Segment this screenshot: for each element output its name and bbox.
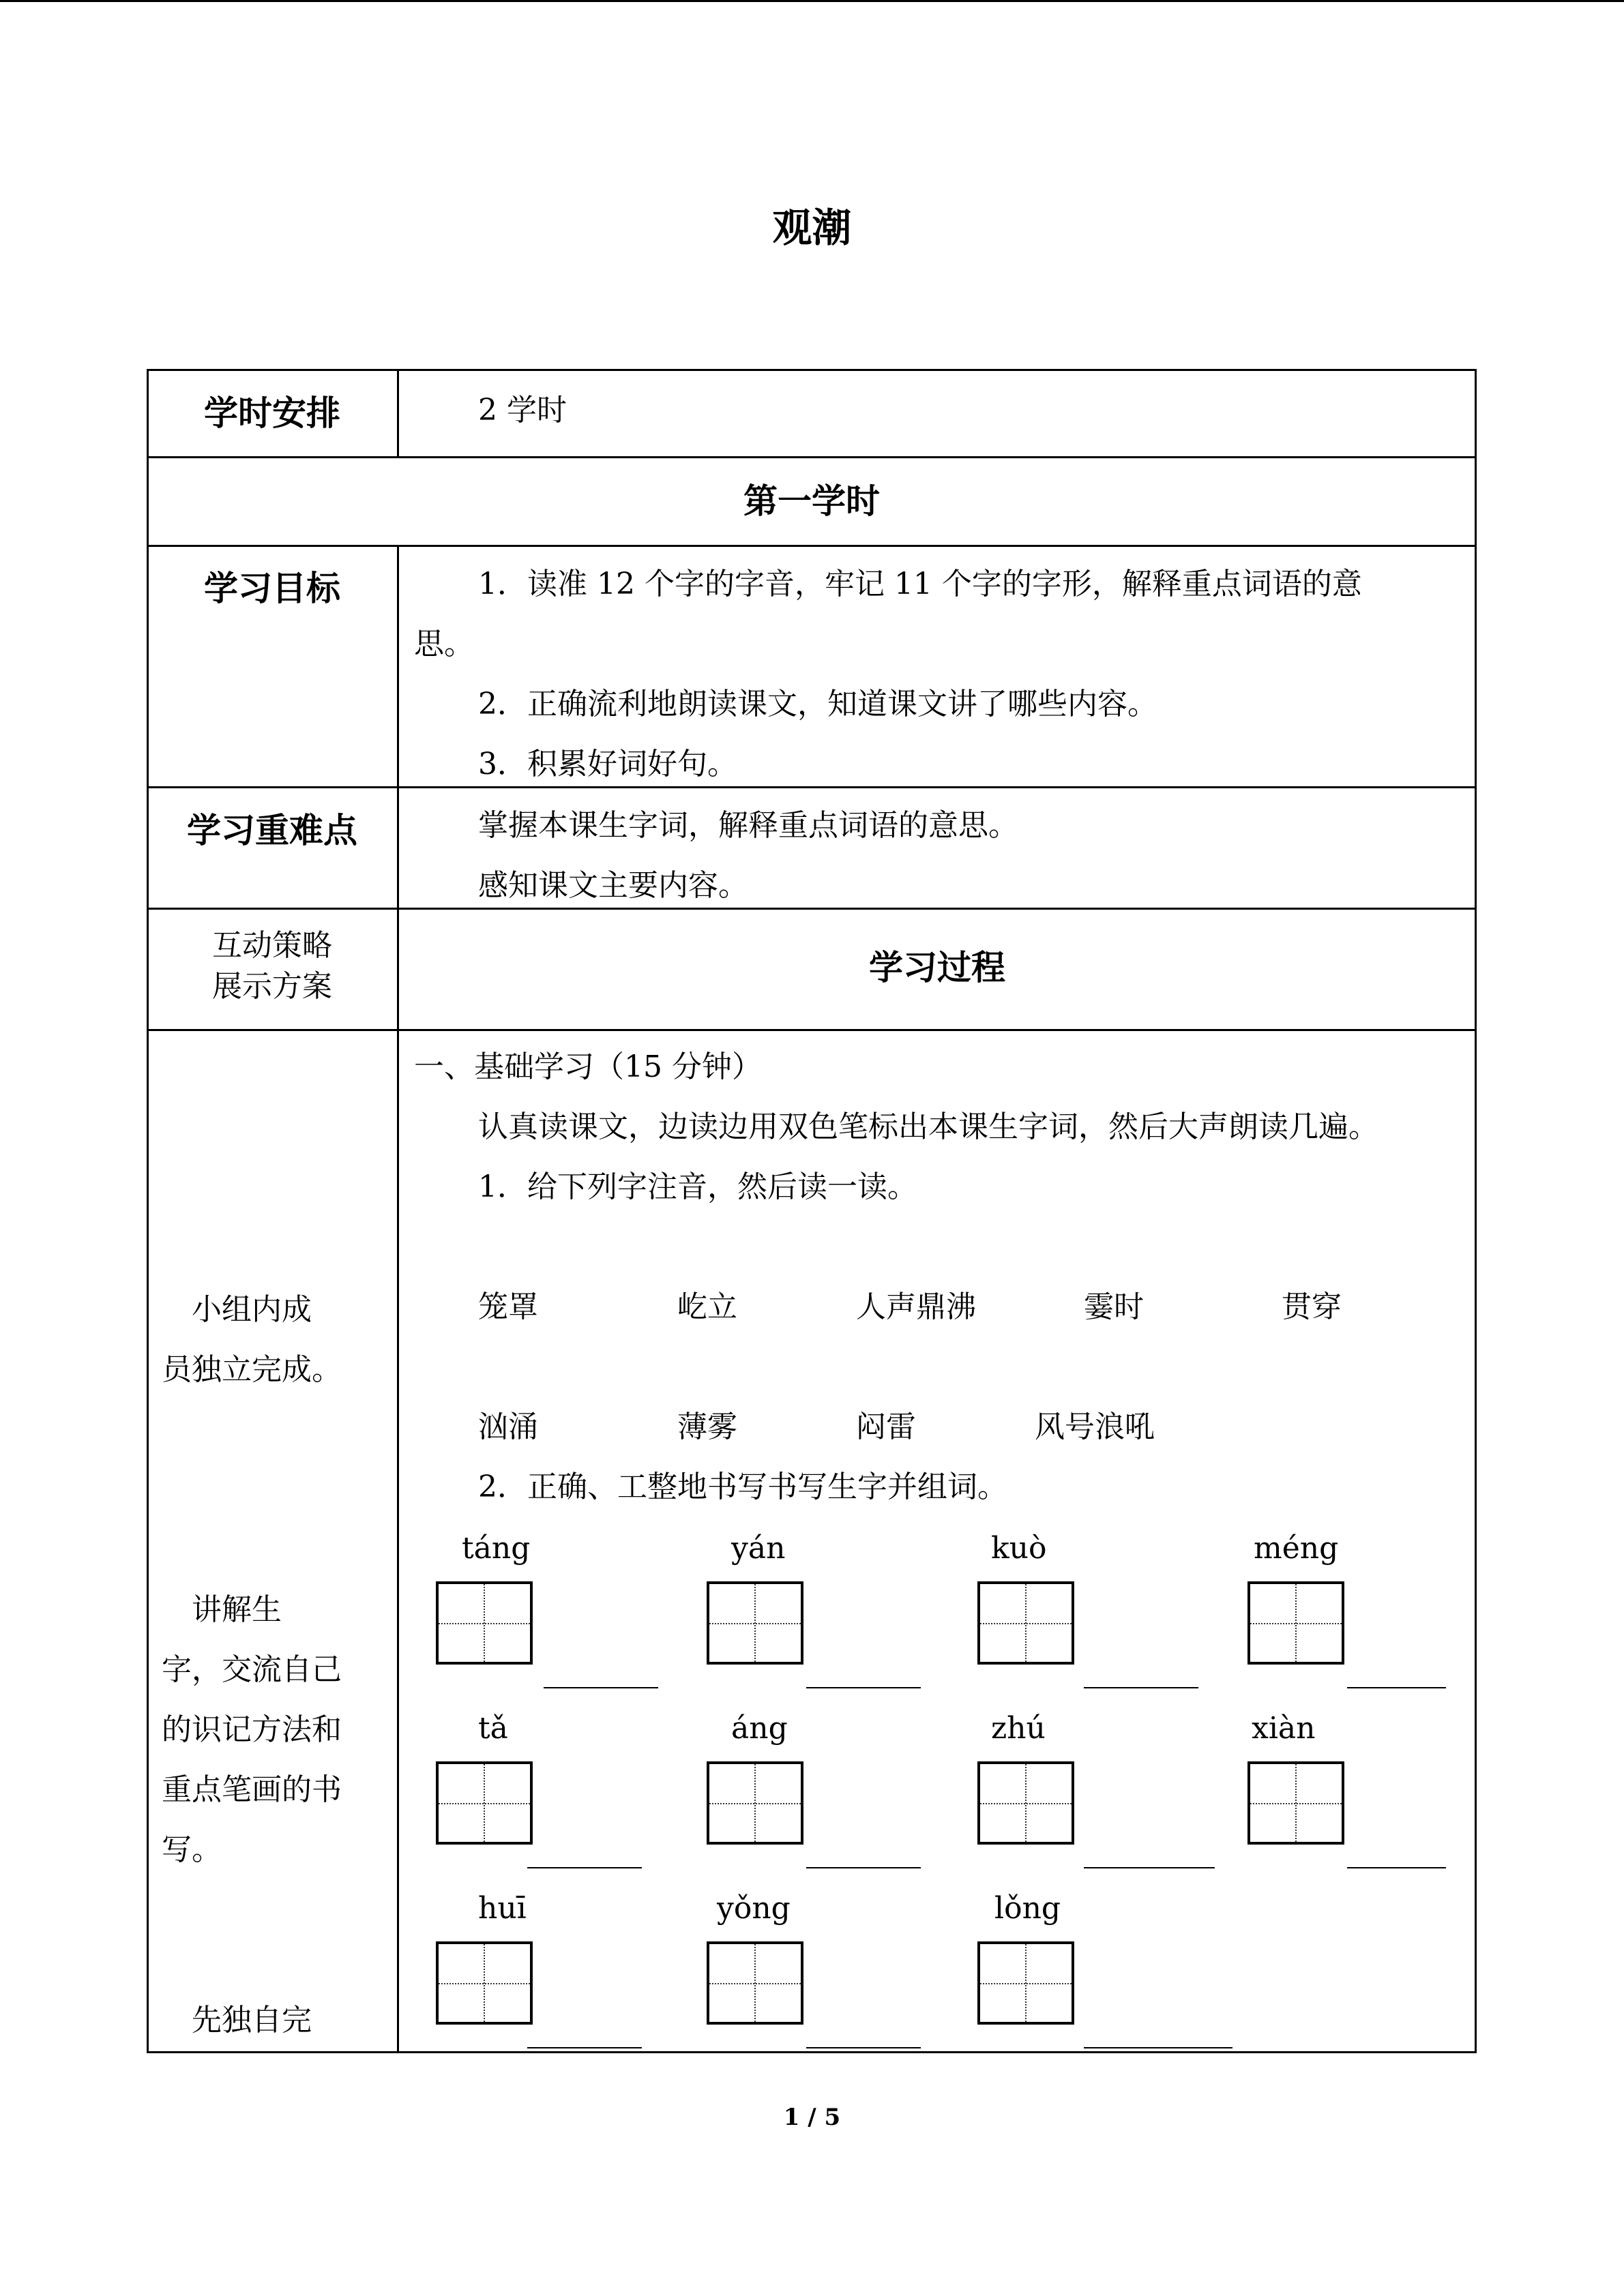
side-note-text: 讲解生: [162, 1592, 282, 1627]
word-answer-line[interactable]: [1084, 1687, 1198, 1688]
vocab-word: 屹立: [677, 1289, 737, 1324]
character-writing-box[interactable]: [707, 1581, 803, 1665]
table-rule: [147, 908, 1477, 910]
pinyin-label: tǎ: [478, 1711, 508, 1746]
objective-1-cont: 思。: [414, 627, 474, 661]
strategy-label: [147, 925, 398, 1007]
objectives-label: 学习目标: [204, 569, 340, 608]
pinyin-label: méng: [1254, 1531, 1339, 1566]
side-note-text: 员独立完成。: [162, 1352, 342, 1387]
pinyin-label: huī: [478, 1891, 527, 1926]
table-rule: [147, 545, 1477, 547]
character-writing-box[interactable]: [977, 1761, 1074, 1845]
side-note-vocab: [162, 1580, 387, 1880]
word-answer-line[interactable]: [1347, 1687, 1446, 1688]
pinyin-label: kuò: [991, 1531, 1047, 1566]
vocab-word: 风号浪吼: [1035, 1410, 1155, 1444]
vocab-word: 笼罩: [478, 1289, 538, 1324]
table-rule: [147, 369, 149, 2053]
table-rule: [147, 369, 1477, 371]
character-writing-box[interactable]: [707, 1941, 803, 2025]
pinyin-label: táng: [462, 1531, 531, 1566]
objective-1: 1．读准 12 个字的字音，牢记 11 个字的字形，解释重点词语的意: [478, 567, 1362, 601]
character-writing-box[interactable]: [436, 1941, 533, 2025]
pinyin-label: lǒng: [994, 1891, 1061, 1926]
lesson-plan-table: [147, 369, 1477, 2053]
table-rule: [147, 2051, 1477, 2053]
side-note-text: 的识记方法和: [162, 1712, 342, 1747]
key-points-label: 学习重难点: [187, 811, 357, 850]
objective-3: 3．积累好词好句。: [478, 747, 737, 781]
vocab-word: 霎时: [1084, 1289, 1144, 1324]
table-rule: [147, 456, 1477, 458]
page-number: 1 / 5: [783, 2104, 841, 2131]
pinyin-label: zhú: [991, 1711, 1046, 1746]
side-note-group: [162, 1280, 387, 1400]
pinyin-label: xiàn: [1252, 1711, 1316, 1746]
character-writing-box[interactable]: [977, 1581, 1074, 1665]
process-heading: 学习过程: [869, 948, 1005, 987]
character-writing-box[interactable]: [1247, 1761, 1344, 1845]
word-answer-line[interactable]: [806, 2047, 921, 2048]
character-writing-box[interactable]: [436, 1761, 533, 1845]
key-point-1: 掌握本课生字词，解释重点词语的意思。: [478, 808, 1018, 843]
character-writing-box[interactable]: [707, 1761, 803, 1845]
top-border: [0, 0, 1624, 2]
side-note-self-study: [162, 1991, 387, 2051]
basic-heading: 一、基础学习（15 分钟）: [414, 1049, 762, 1084]
word-answer-line[interactable]: [527, 2047, 642, 2048]
basic-instruction: 认真读课文，边读边用双色笔标出本课生字词，然后大声朗读几遍。: [478, 1109, 1378, 1144]
vocab-word: 贯穿: [1282, 1289, 1342, 1324]
pinyin-label: yǒng: [717, 1891, 791, 1926]
word-answer-line[interactable]: [544, 1687, 658, 1688]
word-answer-line[interactable]: [1347, 1867, 1446, 1868]
side-note-text: 写。: [162, 1832, 222, 1867]
schedule-value: 2 学时: [478, 393, 567, 428]
word-answer-line[interactable]: [1084, 1867, 1215, 1868]
task-1: 1．给下列字注音，然后读一读。: [478, 1169, 917, 1204]
table-rule: [1475, 369, 1477, 2053]
word-answer-line[interactable]: [527, 1867, 642, 1868]
character-writing-box[interactable]: [1247, 1581, 1344, 1665]
strategy-line-1: 互动策略: [212, 928, 332, 963]
word-answer-line[interactable]: [806, 1687, 921, 1688]
side-note-text: 先独自完: [162, 2003, 312, 2038]
side-note-text: 重点笔画的书: [162, 1772, 342, 1807]
character-writing-box[interactable]: [977, 1941, 1074, 2025]
key-point-2: 感知课文主要内容。: [478, 868, 748, 903]
page-title: 观潮: [772, 205, 852, 251]
session-heading: 第一学时: [743, 481, 880, 521]
strategy-line-2: 展示方案: [212, 969, 332, 1004]
vocab-word: 人声鼎沸: [856, 1289, 976, 1324]
word-answer-line[interactable]: [1084, 2047, 1232, 2048]
vocab-word: 闷雷: [856, 1410, 916, 1444]
table-rule: [397, 545, 399, 2053]
objective-2: 2．正确流利地朗读课文，知道课文讲了哪些内容。: [478, 687, 1157, 721]
schedule-label: 学时安排: [204, 393, 340, 433]
task-2: 2．正确、工整地书写书写生字并组词。: [478, 1470, 1007, 1504]
side-note-text: 小组内成: [162, 1292, 312, 1327]
vocab-word: 汹涌: [478, 1410, 538, 1444]
character-writing-box[interactable]: [436, 1581, 533, 1665]
side-note-text: 字，交流自己: [162, 1652, 342, 1687]
pinyin-label: áng: [731, 1711, 788, 1746]
table-rule: [147, 1029, 1477, 1031]
table-rule: [147, 786, 1477, 788]
word-answer-line[interactable]: [806, 1867, 921, 1868]
vocab-word: 薄雾: [677, 1410, 737, 1444]
pinyin-label: yán: [731, 1531, 786, 1566]
